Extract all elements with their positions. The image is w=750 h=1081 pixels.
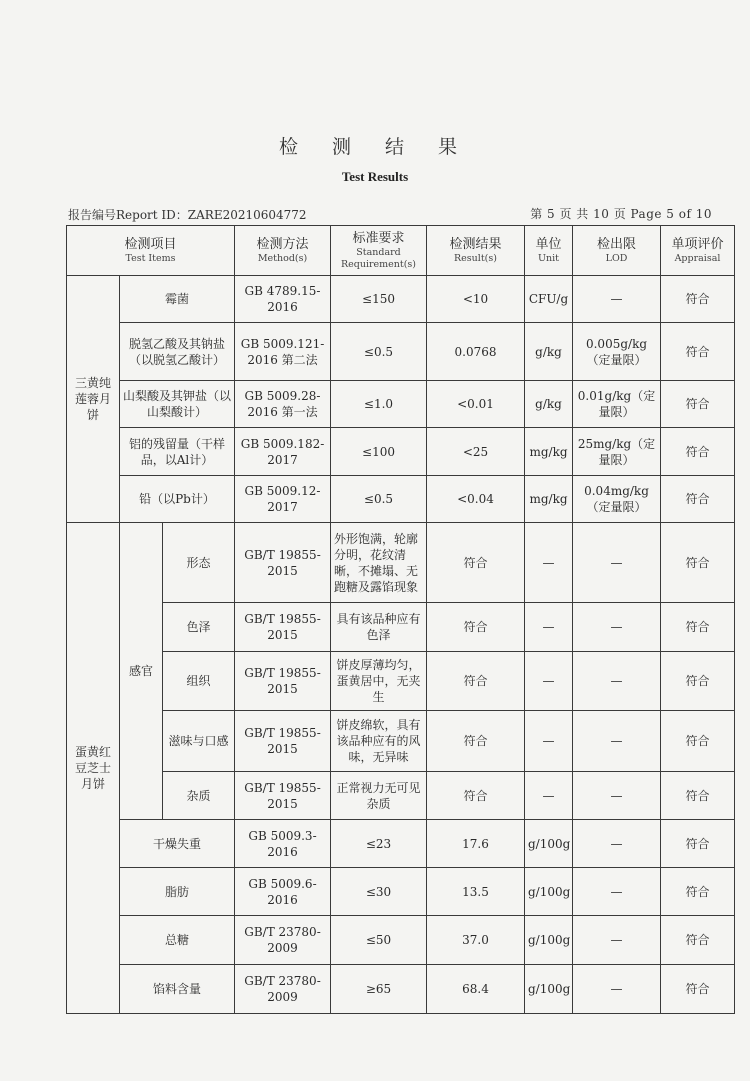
standard-value: ≤30 [331,868,427,916]
header-unit: 单位 Unit [525,226,573,276]
table-row [67,323,735,381]
table-header-row [67,226,735,276]
unit-value: — [525,652,573,711]
lod-value: — [573,965,661,1014]
table-row [67,523,735,603]
standard-value: ≤100 [331,428,427,476]
appraisal-value: 符合 [661,916,735,965]
unit-value: g/100g [525,916,573,965]
result-value: <0.04 [427,476,525,523]
appraisal-value: 符合 [661,965,735,1014]
test-method: GB 5009.6-2016 [235,868,331,916]
header-items: 检测项目 Test Items [67,226,235,276]
result-value: 37.0 [427,916,525,965]
standard-value: ≤1.0 [331,381,427,428]
result-value: 符合 [427,523,525,603]
unit-value: g/100g [525,868,573,916]
header-appraisal: 单项评价 Appraisal [661,226,735,276]
page-subtitle: Test Results [341,169,409,184]
sensory-label: 感官 [120,523,163,820]
lod-value: — [573,711,661,772]
unit-value: — [525,523,573,603]
standard-value: 饼皮厚薄均匀，蛋黄居中，无夹生 [331,652,427,711]
appraisal-value: 符合 [661,772,735,820]
standard-value: ≤0.5 [331,476,427,523]
appraisal-value: 符合 [661,652,735,711]
test-method: GB 5009.182-2017 [235,428,331,476]
standard-value: ≤0.5 [331,323,427,381]
sample-name: 蛋黄红豆芝士月饼 [67,523,120,1014]
test-item: 色泽 [163,603,235,652]
test-item: 滋味与口感 [163,711,235,772]
result-value: 68.4 [427,965,525,1014]
header-lod: 检出限 LOD [573,226,661,276]
test-item: 霉菌 [120,276,235,323]
unit-value: mg/kg [525,428,573,476]
test-method: GB 5009.12-2017 [235,476,331,523]
test-item: 脂肪 [120,868,235,916]
table-row [67,820,735,868]
lod-value: — [573,276,661,323]
unit-value: g/kg [525,323,573,381]
test-item: 馅料含量 [120,965,235,1014]
table-row [67,476,735,523]
test-item: 脱氢乙酸及其钠盐（以脱氢乙酸计） [120,323,235,381]
table-row [67,965,735,1014]
test-method: GB 5009.3-2016 [235,820,331,868]
appraisal-value: 符合 [661,428,735,476]
header-method: 检测方法 Method(s) [235,226,331,276]
appraisal-value: 符合 [661,820,735,868]
table-row [67,381,735,428]
table-row [67,916,735,965]
lod-value: — [573,916,661,965]
standard-value: 具有该品种应有色泽 [331,603,427,652]
result-value: 17.6 [427,820,525,868]
unit-value: — [525,711,573,772]
result-value: <0.01 [427,381,525,428]
lod-value: 0.01g/kg（定量限） [573,381,661,428]
unit-value: — [525,603,573,652]
table-row [67,276,735,323]
sample-name: 三黄纯莲蓉月饼 [67,276,120,523]
standard-value: 外形饱满，轮廓分明，花纹清晰，不摊塌、无跑糖及露馅现象 [331,523,427,603]
standard-value: 正常视力无可见杂质 [331,772,427,820]
header-result: 检测结果 Result(s) [427,226,525,276]
table-row [67,603,735,652]
page-number: 第 5 页 共 10 页 Page 5 of 10 [530,207,712,221]
table-row [67,868,735,916]
result-value: 符合 [427,772,525,820]
appraisal-value: 符合 [661,603,735,652]
lod-value: — [573,868,661,916]
standard-value: ≥65 [331,965,427,1014]
test-method: GB/T 19855-2015 [235,603,331,652]
report-id: 报告编号Report ID：ZARE20210604772 [68,208,307,222]
lod-value: — [573,523,661,603]
page-title: 检 测 结 果 [278,136,472,158]
result-value: 0.0768 [427,323,525,381]
unit-value: — [525,772,573,820]
standard-value: ≤23 [331,820,427,868]
test-item: 铅（以Pb计） [120,476,235,523]
test-item: 杂质 [163,772,235,820]
table-row [67,711,735,772]
result-value: 符合 [427,711,525,772]
test-method: GB 5009.121-2016 第二法 [235,323,331,381]
test-item: 干燥失重 [120,820,235,868]
appraisal-value: 符合 [661,711,735,772]
test-item: 山梨酸及其钾盐（以山梨酸计） [120,381,235,428]
result-value: 符合 [427,652,525,711]
standard-value: 饼皮绵软，具有该品种应有的风味，无异味 [331,711,427,772]
test-method: GB 4789.15-2016 [235,276,331,323]
test-item: 形态 [163,523,235,603]
header-standard: 标准要求 Standard Requirement(s) [331,226,427,276]
unit-value: g/100g [525,965,573,1014]
test-item: 铝的残留量（干样品，以Al计） [120,428,235,476]
lod-value: — [573,603,661,652]
result-value: <10 [427,276,525,323]
result-value: <25 [427,428,525,476]
test-method: GB/T 19855-2015 [235,772,331,820]
table-row [67,772,735,820]
lod-value: 25mg/kg（定量限） [573,428,661,476]
test-method: GB/T 19855-2015 [235,652,331,711]
unit-value: mg/kg [525,476,573,523]
test-method: GB/T 23780-2009 [235,916,331,965]
appraisal-value: 符合 [661,276,735,323]
appraisal-value: 符合 [661,323,735,381]
test-item: 总糖 [120,916,235,965]
result-value: 13.5 [427,868,525,916]
result-value: 符合 [427,603,525,652]
lod-value: — [573,652,661,711]
unit-value: g/100g [525,820,573,868]
test-method: GB 5009.28-2016 第一法 [235,381,331,428]
test-method: GB/T 19855-2015 [235,711,331,772]
results-table [66,225,735,1014]
appraisal-value: 符合 [661,523,735,603]
lod-value: — [573,820,661,868]
standard-value: ≤50 [331,916,427,965]
table-row [67,652,735,711]
table-row [67,428,735,476]
appraisal-value: 符合 [661,868,735,916]
appraisal-value: 符合 [661,381,735,428]
unit-value: CFU/g [525,276,573,323]
unit-value: g/kg [525,381,573,428]
lod-value: — [573,772,661,820]
test-method: GB/T 19855-2015 [235,523,331,603]
standard-value: ≤150 [331,276,427,323]
test-method: GB/T 23780-2009 [235,965,331,1014]
lod-value: 0.04mg/kg（定量限） [573,476,661,523]
test-item: 组织 [163,652,235,711]
appraisal-value: 符合 [661,476,735,523]
lod-value: 0.005g/kg（定量限） [573,323,661,381]
